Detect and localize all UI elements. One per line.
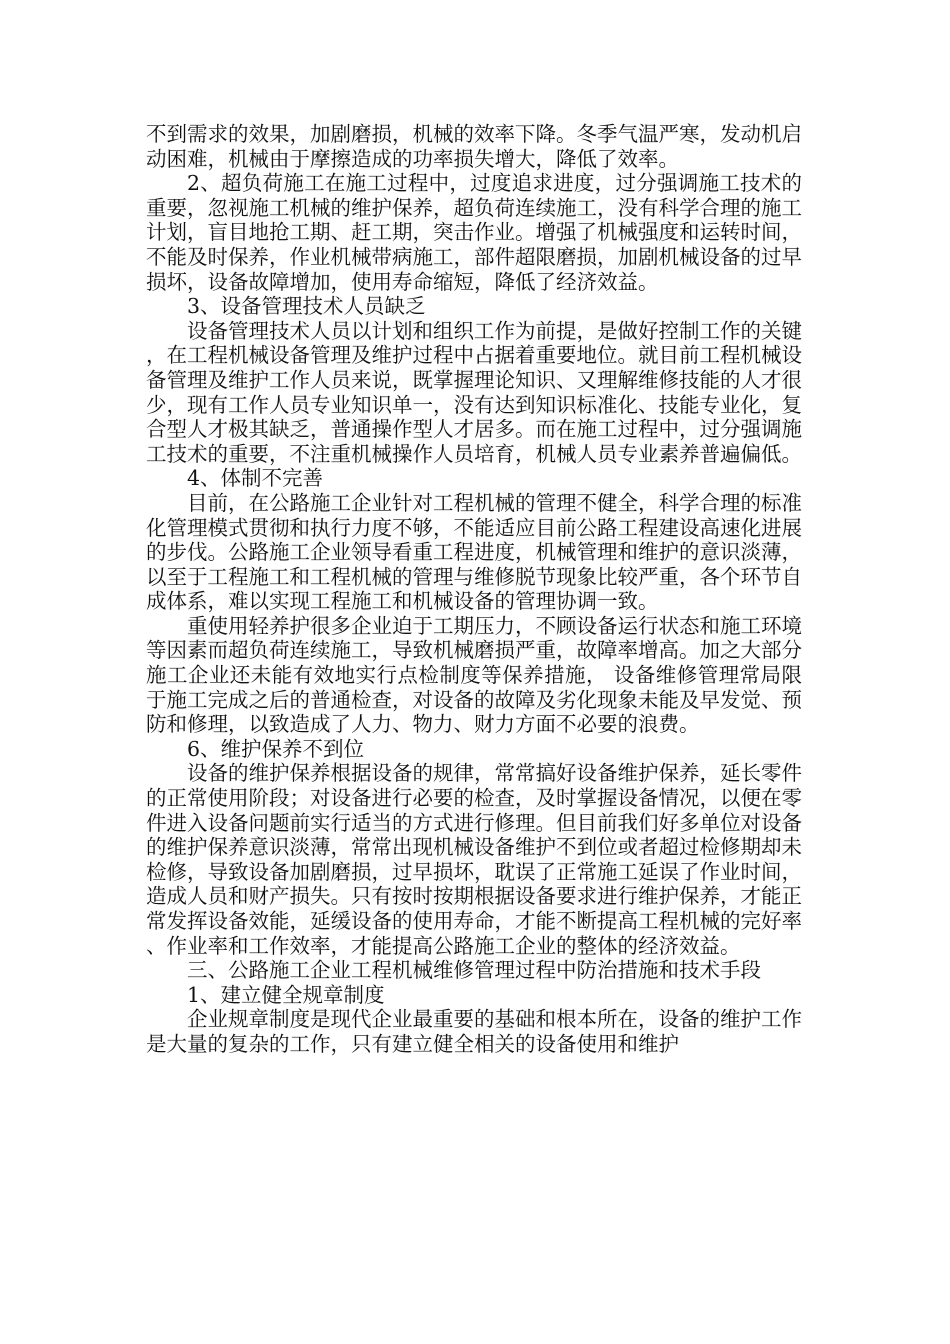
paragraph-12: 企业规章制度是现代企业最重要的基础和根本所在，设备的维护工作是大量的复杂的工作，只有建立健全相关的设备使用和维护 <box>146 1007 802 1056</box>
section-heading-8: 6、维护保养不到位 <box>187 736 365 761</box>
paragraph-6: 目前，在公路施工企业针对工程机械的管理不健全，科学合理的标准化管理模式贯彻和执行力度不够，不能适应目前公路工程建设高速化进展的步伐。公路施工企业领导看重工程进度，机械管理和维护的意识淡薄，以至于工程施工和工程机械的管理与维修脱节现象比较严重，各个环节自成体系，难以实现工程施工和机械设备的管理协调一致。 <box>146 490 802 614</box>
paragraph-4: 设备管理技术人员以计划和组织工作为前提，是做好控制工作的关键，在工程机械设备管理及维护过程中占据着重要地位。就目前工程机械设备管理及维护工作人员来说，既掌握理论知识、又理解维修技能的人才很少，现有工作人员专业知识单一，没有达到知识标准化、技能专业化，复合型人才极其缺乏，普通操作型人才居多。而在施工过程中，过分强调施工技术的重要，不注重机械操作人员培育，机械人员专业素养普遍偏低。 <box>146 318 802 466</box>
section-heading-5: 4、体制不完善 <box>187 466 324 491</box>
paragraph-7: 重使用轻养护很多企业迫于工期压力，不顾设备运行状态和施工环境等因素而超负荷连续施工，导致机械磨损严重，故障率增高。加之大部分施工企业还未能有效地实行点检制度等保养措施， 设备维修管理常局限于施工完成之后的普通检查，对设备的故障及劣化现象未能及早发觉、预防和修理，以致造成了人力、物力、财力方面不必要的浪费。 <box>146 613 802 737</box>
section-heading-11: 1、建立健全规章制度 <box>187 982 385 1007</box>
paragraph-1: 不到需求的效果，加剧磨损，机械的效率下降。冬季气温严寒，发动机启动困难，机械由于摩擦造成的功率损失增大，降低了效率。 <box>146 122 802 171</box>
section-heading-3: 3、设备管理技术人员缺乏 <box>187 294 426 319</box>
paragraph-9: 设备的维护保养根据设备的规律，常常搞好设备维护保养，延长零件的正常使用阶段；对设备进行必要的检查，及时掌握设备情况，以便在零件进入设备问题前实行适当的方式进行修理。但目前我们好多单位对设备的维护保养意识淡薄，常常出现机械设备维护不到位或者超过检修期却未检修，导致设备加剧磨损，过早损坏，耽误了正常施工延误了作业时间，造成人员和财产损失。只有按时按期根据设备要求进行维护保养，才能正常发挥设备效能，延缓设备的使用寿命，才能不断提高工程机械的完好率、作业率和工作效率，才能提高公路施工企业的整体的经济效益。 <box>146 761 802 958</box>
paragraph-2: 2、超负荷施工在施工过程中，过度追求进度，过分强调施工技术的重要，忽视施工机械的维护保养，超负荷连续施工，没有科学合理的施工计划，盲目地抢工期、赶工期，突击作业。增强了机械强度和运转时间，不能及时保养，作业机械带病施工，部件超限磨损，加剧机械设备的过早损坏，设备故障增加，使用寿命缩短，降低了经济效益。 <box>146 171 802 294</box>
chapter-heading-10: 三、公路施工企业工程机械维修管理过程中防治措施和技术手段 <box>187 958 761 983</box>
document-page <box>146 122 802 1057</box>
